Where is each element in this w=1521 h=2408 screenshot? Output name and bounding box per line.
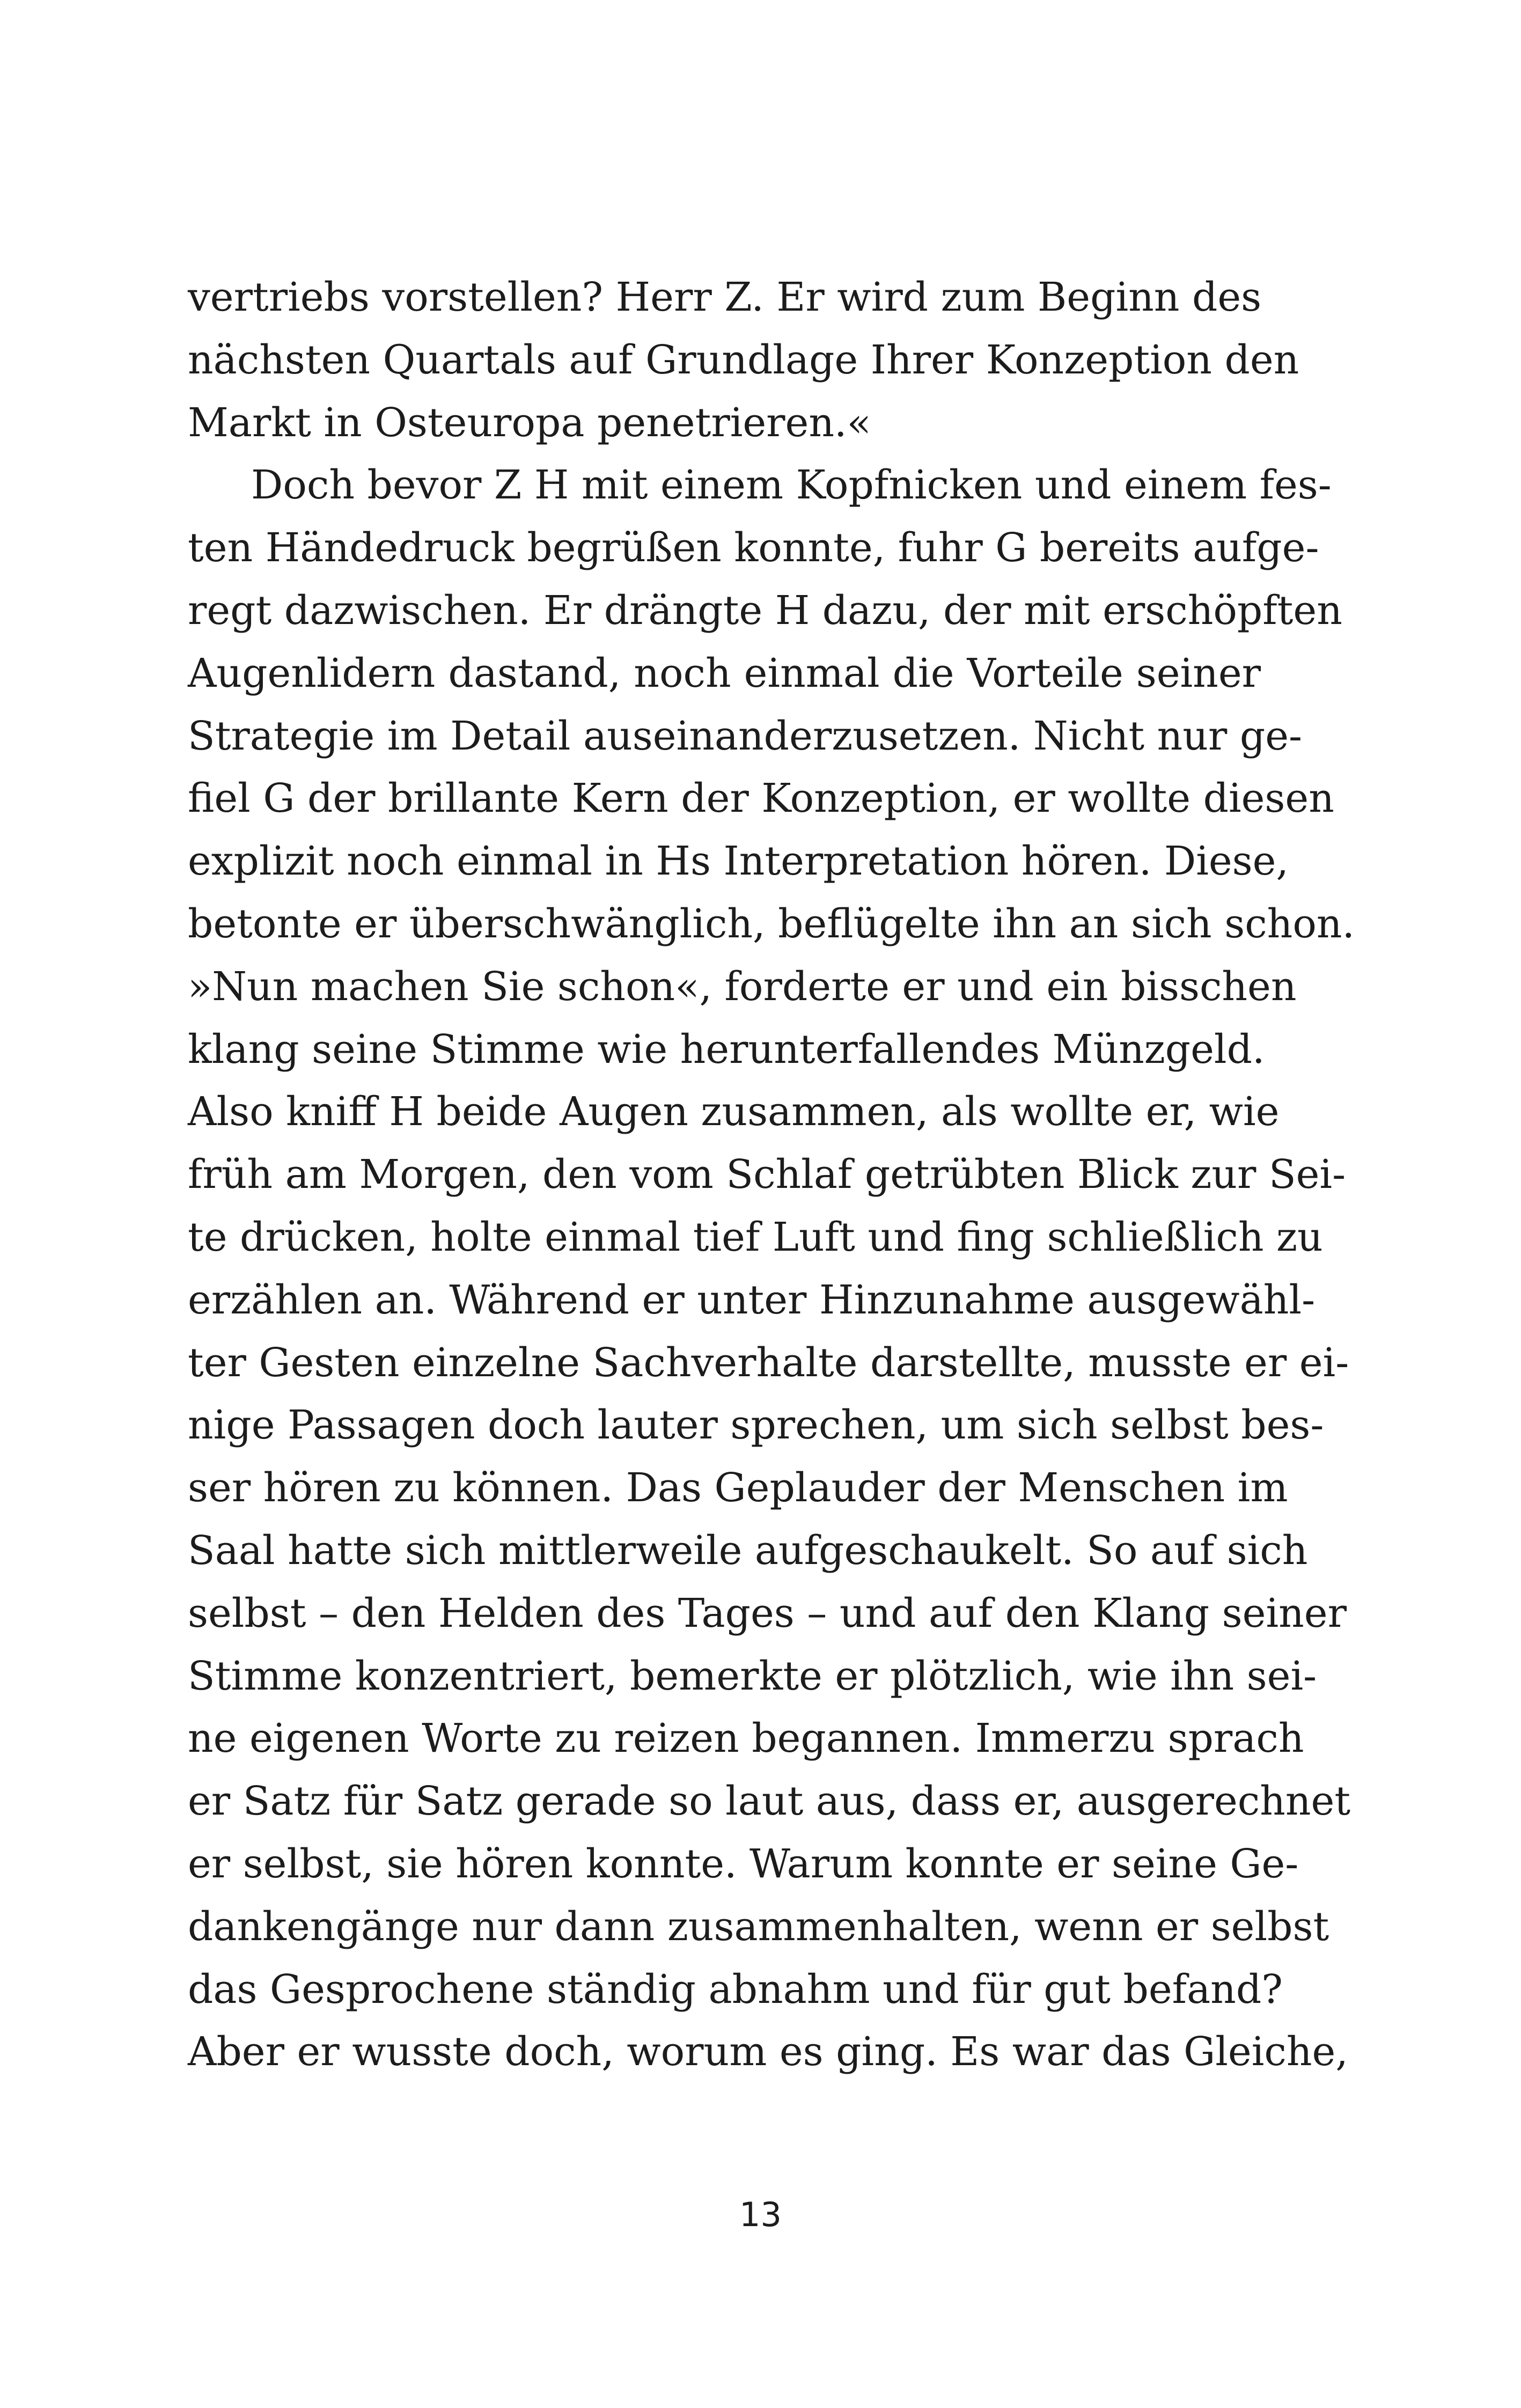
text-line: Strategie im Detail auseinanderzusetzen. Nicht nur ge-: [188, 713, 1302, 759]
text-line: ser hören zu können. Das Geplauder der Menschen im: [188, 1465, 1288, 1511]
text-line: er selbst, sie hören konnte. Warum konnte er seine Ge-: [188, 1840, 1299, 1887]
paragraph-first-line: Doch bevor Z H mit einem Kopfnicken und einem fes-: [251, 462, 1332, 509]
text-line: fiel G der brillante Kern der Konzeption, er wollte diesen: [188, 775, 1334, 822]
text-line: ne eigenen Worte zu reizen begannen. Immerzu sprach: [188, 1715, 1304, 1762]
text-line: ten Händedruck begrüßen konnte, fuhr G bereits aufge-: [188, 525, 1319, 571]
text-line: selbst – den Helden des Tages – und auf den Klang seiner: [188, 1590, 1347, 1636]
text-line: früh am Morgen, den vom Schlaf getrübten Blick zur Sei-: [188, 1151, 1346, 1198]
text-line: vertriebs vorstellen? Herr Z. Er wird zum Beginn des: [188, 274, 1262, 320]
text-line: betonte er überschwänglich, beflügelte ihn an sich schon.: [188, 900, 1355, 947]
text-line: er Satz für Satz gerade so laut aus, dass er, ausgerechnet: [188, 1778, 1351, 1825]
text-line: regt dazwischen. Er drängte H dazu, der mit erschöpften: [188, 587, 1342, 634]
text-line: Stimme konzentriert, bemerkte er plötzlich, wie ihn sei-: [188, 1653, 1317, 1699]
text-line: »Nun machen Sie schon«, forderte er und ein bisschen: [188, 963, 1297, 1010]
text-line: nächsten Quartals auf Grundlage Ihrer Konzeption den: [188, 336, 1299, 383]
text-line: te drücken, holte einmal tief Luft und fing schließlich zu: [188, 1214, 1323, 1260]
text-line: Also kniff H beide Augen zusammen, als wollte er, wie: [188, 1089, 1280, 1135]
book-text-body: [188, 266, 1355, 2083]
text-line: explizit noch einmal in Hs Interpretation hören. Diese,: [188, 838, 1289, 885]
text-line: Augenlidern dastand, noch einmal die Vorteile seiner: [188, 650, 1261, 696]
text-line: das Gesprochene ständig abnahm und für gut befand?: [188, 1966, 1283, 2013]
text-line: erzählen an. Während er unter Hinzunahme ausgewähl-: [188, 1276, 1316, 1323]
page-number: 13: [739, 2195, 782, 2234]
text-line: dankengänge nur dann zusammenhalten, wenn er selbst: [188, 1903, 1329, 1950]
text-line: klang seine Stimme wie herunterfallendes Münzgeld.: [188, 1026, 1265, 1073]
text-line: Saal hatte sich mittlerweile aufgeschaukelt. So auf sich: [188, 1527, 1308, 1574]
text-line: nige Passagen doch lauter sprechen, um sich selbst bes-: [188, 1402, 1324, 1449]
text-line: Aber er wusste doch, worum es ging. Es war das Gleiche,: [188, 2029, 1348, 2075]
text-line: Markt in Osteuropa penetrieren.«: [188, 399, 871, 446]
text-line: ter Gesten einzelne Sachverhalte darstellte, musste er ei-: [188, 1339, 1349, 1386]
